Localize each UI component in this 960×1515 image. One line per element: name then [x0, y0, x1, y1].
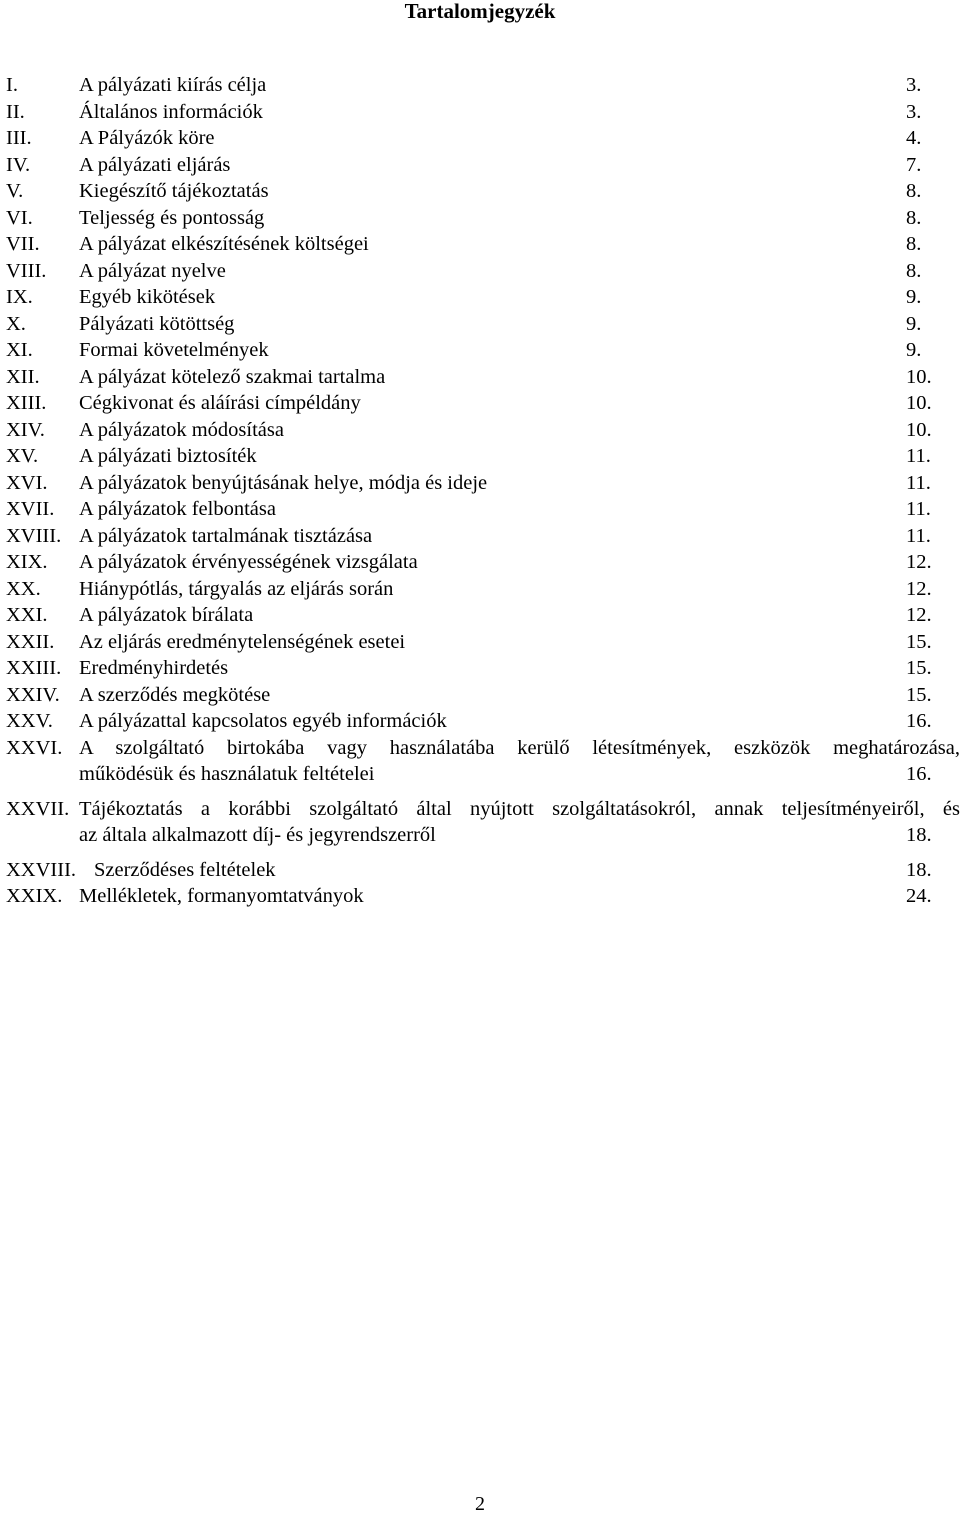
toc-entry-number: XVI. [6, 471, 48, 494]
toc-entry-number: XIV. [6, 418, 45, 441]
toc-entry-page: 18. [906, 858, 932, 881]
toc-entry-title: Az eljárás eredménytelenségének esetei [79, 630, 406, 653]
toc-entry-line2 [79, 822, 960, 849]
toc-entry [6, 602, 960, 629]
toc-entry-title: A pályázatok felbontása [79, 498, 276, 520]
toc-entry-number: XXVIII. [6, 858, 77, 881]
toc-entry [6, 337, 960, 364]
toc-entry-title: Egyéb kikötések [79, 286, 216, 308]
toc-entry-title-line2: az általa alkalmazott díj- és jegyrendszerről [79, 824, 436, 846]
toc-entry [6, 708, 960, 735]
toc-entry-page: 11. [906, 498, 931, 520]
toc-entry [6, 883, 960, 910]
toc-entry-page: 10. [906, 392, 932, 414]
toc-entry-number: XXIX. [6, 885, 63, 907]
toc-entry [6, 857, 960, 884]
toc-entry-number: XI. [6, 339, 33, 361]
toc-entry-page: 12. [906, 577, 932, 600]
toc-entry-page: 9. [906, 286, 922, 308]
toc-entry-number: XXVI. [6, 736, 63, 759]
toc-entry [6, 390, 960, 417]
toc-entry-title: A Pályázók köre [79, 127, 215, 149]
toc-entry-page: 11. [906, 445, 931, 467]
toc-entry-number: XVIII. [6, 524, 62, 547]
toc-entry-number: IX. [6, 286, 33, 308]
toc-entry-number: XII. [6, 365, 40, 388]
toc-entry-title: Mellékletek, formanyomtatványok [79, 885, 364, 907]
toc-entry-line2 [79, 761, 960, 788]
toc-entry [6, 682, 960, 709]
toc-entry [6, 364, 960, 391]
toc-entry [6, 443, 960, 470]
toc-entry-title: Általános információk [79, 100, 263, 123]
toc-entry-page: 10. [906, 365, 932, 388]
toc-entry [6, 576, 960, 603]
toc-entry-title: Hiánypótlás, tárgyalás az eljárás során [79, 577, 394, 600]
toc-entry-body [79, 796, 960, 849]
toc-entry-number: XXII. [6, 630, 55, 653]
page-number: 2 [475, 1493, 485, 1515]
toc-entry-page: 12. [906, 551, 932, 573]
toc-entry-page: 11. [906, 471, 931, 494]
toc-entry-page: 9. [906, 339, 922, 361]
toc-entry-number: XXI. [6, 604, 48, 626]
toc-entry [6, 152, 960, 179]
toc-entry-multiline [6, 735, 960, 788]
toc-entry-number: XV. [6, 445, 39, 467]
toc-entry-title: A pályázati biztosíték [79, 445, 257, 467]
toc-entry-title: A pályázatok benyújtásának helye, módja és ideje [79, 471, 488, 494]
toc-entry-page: 8. [906, 206, 922, 229]
toc-entry-number: VII. [6, 233, 40, 255]
toc-entry-title-line1: A szolgáltató birtokába vagy használatába kerülő létesítmények, eszközök meghatározása, [79, 736, 960, 759]
toc-entry-page: 9. [906, 312, 922, 335]
toc-entry-page: 15. [906, 657, 932, 679]
toc-entry-number: XXV. [6, 710, 53, 732]
toc-entry-page: 7. [906, 153, 922, 176]
toc-entry-page: 10. [906, 418, 932, 441]
toc-entry-number: XXVII. [6, 797, 70, 820]
toc-entry-title: A pályázatok érvényességének vizsgálata [79, 551, 418, 573]
toc-entry-page: 15. [906, 683, 932, 706]
toc-entry-title: A pályázat elkészítésének költségei [79, 233, 369, 255]
toc-entry-page: 8. [906, 259, 922, 282]
toc-entry [6, 231, 960, 258]
toc-entry-page: 4. [906, 127, 922, 149]
toc-entry-page: 11. [906, 524, 931, 547]
toc-entry [6, 72, 960, 99]
toc-entry-page: 3. [906, 74, 922, 96]
toc-entry [6, 629, 960, 656]
toc-entry-multiline [6, 796, 960, 849]
toc-entry [6, 99, 960, 126]
toc-entry-number: IV. [6, 153, 31, 176]
toc-entry [6, 258, 960, 285]
toc-entry-page: 8. [906, 233, 922, 255]
toc-entry [6, 417, 960, 444]
toc-entry [6, 205, 960, 232]
toc-entry-number: XX. [6, 577, 41, 600]
toc-entry-title: A pályázat nyelve [79, 259, 226, 282]
toc-entry-number: I. [6, 74, 18, 96]
toc-entry-number: II. [6, 100, 25, 123]
toc-entry-page: 8. [906, 180, 922, 202]
toc-entry [6, 311, 960, 338]
toc-entry-page: 16. [906, 763, 932, 785]
toc-entry [6, 523, 960, 550]
toc-entry-title: A szerződés megkötése [79, 683, 271, 706]
toc-entry-title: Kiegészítő tájékoztatás [79, 180, 269, 202]
toc-entry-number: XXIII. [6, 657, 62, 679]
toc-entry [6, 470, 960, 497]
toc-entry-number: XVII. [6, 498, 55, 520]
toc-entry-page: 24. [906, 885, 932, 907]
toc-entry-title: A pályázat kötelező szakmai tartalma [79, 365, 386, 388]
toc-entry-title: A pályázatok tartalmának tisztázása [79, 524, 373, 547]
toc-entry-number: III. [6, 127, 32, 149]
toc-entry-title: Formai követelmények [79, 339, 269, 361]
toc-entry-title: A pályázatok bírálata [79, 604, 254, 626]
toc-entry-number: XIII. [6, 392, 47, 414]
toc-entry-title: A pályázatok módosítása [79, 418, 284, 441]
toc-entry-number: XIX. [6, 551, 48, 573]
toc-entry-page: 12. [906, 604, 932, 626]
toc-entry-title: Teljesség és pontosság [79, 206, 265, 229]
toc-entry-title: Cégkivonat és aláírási címpéldány [79, 392, 361, 414]
toc-entry-page: 15. [906, 630, 932, 653]
toc-entry [6, 655, 960, 682]
toc-entry-page: 18. [906, 824, 932, 846]
toc-entry [6, 125, 960, 152]
toc-entry-title: Pályázati kötöttség [79, 312, 235, 335]
toc-entry-number: XXIV. [6, 683, 60, 706]
toc-entry-title: Szerződéses feltételek [94, 858, 276, 881]
toc-entry-number: X. [6, 312, 26, 335]
toc-entry-number: VIII. [6, 259, 47, 282]
toc-entry-title: A pályázati kiírás célja [79, 74, 267, 96]
toc-entry-page: 16. [906, 710, 932, 732]
toc-entry [6, 178, 960, 205]
toc-entry-title: A pályázati eljárás [79, 153, 231, 176]
toc-entry-title: Eredményhirdetés [79, 657, 229, 679]
page-title: Tartalomjegyzék [404, 0, 556, 23]
table-of-contents [6, 72, 960, 910]
toc-entry-title-line1: Tájékoztatás a korábbi szolgáltató által nyújtott szolgáltatásokról, annak teljesítményeiről, és [79, 797, 960, 820]
toc-entry [6, 496, 960, 523]
toc-entry [6, 284, 960, 311]
toc-entry-page: 3. [906, 100, 922, 123]
toc-entry-title-line2: működésük és használatuk feltételei [79, 763, 375, 785]
toc-entry [6, 549, 960, 576]
toc-entry-number: VI. [6, 206, 33, 229]
toc-entry-title: A pályázattal kapcsolatos egyéb információk [79, 710, 447, 732]
toc-entry-number: V. [6, 180, 24, 202]
toc-entry-body [79, 735, 960, 788]
